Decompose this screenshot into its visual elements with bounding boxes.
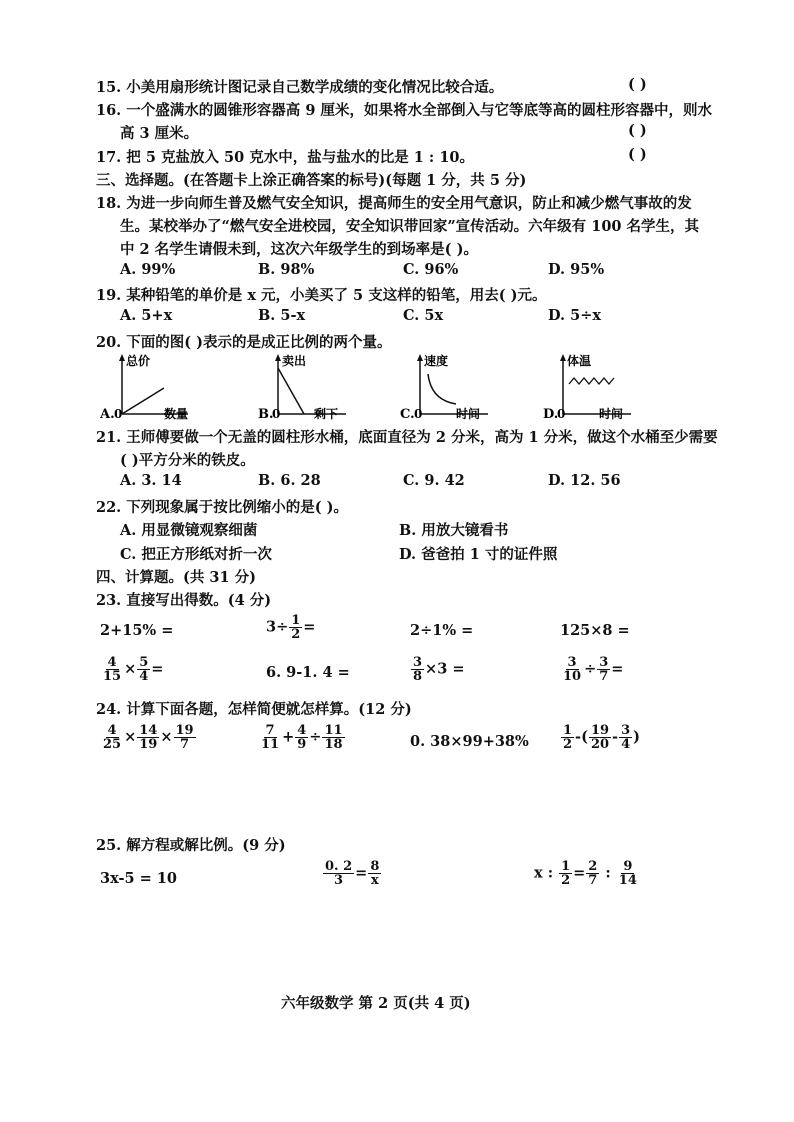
q15-text: 15. 小美用扇形统计图记录自己数学成绩的变化情况比较合适。 bbox=[96, 79, 504, 96]
q20-text: 20. 下面的图( )表示的是成正比例的两个量。 bbox=[96, 334, 392, 351]
q21-option-b: B. 6. 28 bbox=[258, 472, 321, 489]
q18-text-line2: 生。某校举办了“燃气安全进校园，安全知识带回家”宣传活动。六年级有 100 名学生，其 bbox=[120, 218, 700, 235]
q20-graph-b bbox=[258, 352, 350, 420]
q22-text: 22. 下列现象属于按比例缩小的是( )。 bbox=[96, 499, 349, 516]
q23-title: 23. 直接写出得数。(4 分) bbox=[96, 592, 272, 609]
q24-item-2: $\frac{7}{11}$ + $\frac{4}{9}$ ÷ $\frac{11}{18}$ bbox=[261, 723, 343, 752]
q22-option-c: C. 把正方形纸对折一次 bbox=[120, 546, 272, 563]
graph-a-ylabel: 总价 bbox=[126, 354, 151, 368]
q24-title: 24. 计算下面各题，怎样简便就怎样算。(12 分) bbox=[96, 701, 412, 718]
graph-a-origin: 0 bbox=[114, 407, 123, 420]
q16-text-line2: 高 3 厘米。 bbox=[120, 125, 199, 142]
q18-option-d: D. 95% bbox=[548, 261, 605, 278]
q16-answer-paren: ( ) bbox=[628, 122, 647, 139]
q22-option-b: B. 用放大镜看书 bbox=[399, 522, 509, 539]
q23-item-3: 2÷1% = bbox=[410, 622, 474, 639]
q23-item-4: 125×8 = bbox=[560, 622, 630, 639]
graph-d-ylabel: 体温 bbox=[567, 354, 592, 368]
q25-item-3: x : $\frac{1}{2}$ = $\frac{2}{7}$ : $\frac{9}{14}$ bbox=[534, 859, 637, 888]
graph-c-xlabel: 时间 bbox=[456, 407, 481, 420]
q20-graph-c bbox=[400, 352, 492, 420]
graph-c-origin: 0 bbox=[414, 407, 423, 420]
graph-c-option: C. bbox=[400, 407, 415, 420]
page-footer: 六年级数学 第 2 页(共 4 页) bbox=[281, 995, 471, 1012]
section-4-heading: 四、计算题。(共 31 分) bbox=[96, 569, 256, 586]
q21-text-line1: 21. 王师傅要做一个无盖的圆柱形水桶，底面直径为 2 分米，高为 1 分米，做这个水桶至少需要 bbox=[96, 429, 718, 446]
graph-d-option: D. bbox=[543, 407, 559, 420]
q15-answer-paren: ( ) bbox=[628, 76, 647, 93]
q21-option-a: A. 3. 14 bbox=[120, 472, 182, 489]
q25-item-1: 3x-5 = 10 bbox=[100, 870, 178, 887]
q23-item-5: $\frac{4}{15}$ × $\frac{5}{4}$ = bbox=[103, 655, 164, 684]
graph-b-ylabel: 卖出 bbox=[282, 354, 307, 368]
q25-item-2: $\frac{0. 2}{3}$ = $\frac{8}{x}$ bbox=[325, 859, 380, 888]
q20-graph-d bbox=[543, 352, 635, 420]
q20-graph-a bbox=[100, 352, 192, 420]
graph-b-xlabel: 剩下 bbox=[314, 407, 339, 420]
section-3-heading: 三、选择题。(在答题卡上涂正确答案的标号)(每题 1 分，共 5 分) bbox=[96, 172, 527, 189]
q25-title: 25. 解方程或解比例。(9 分) bbox=[96, 837, 286, 854]
q24-item-3: 0. 38×99+38% bbox=[410, 733, 529, 750]
q23-item-6: 6. 9-1. 4 = bbox=[266, 664, 350, 681]
q23-item-8: $\frac{3}{10}$ ÷ $\frac{3}{7}$ = bbox=[563, 655, 624, 684]
q18-option-a: A. 99% bbox=[120, 261, 176, 278]
q19-text: 19. 某种铅笔的单价是 x 元，小美买了 5 支这样的铅笔，用去( )元。 bbox=[96, 287, 547, 304]
graph-a-xlabel: 数量 bbox=[164, 407, 189, 420]
q23-item-7: $\frac{3}{8}$ ×3 = bbox=[413, 655, 465, 684]
q24-item-1: $\frac{4}{25}$ × $\frac{14}{19}$ × $\frac{19}{7}$ bbox=[103, 723, 194, 752]
q18-option-c: C. 96% bbox=[403, 261, 459, 278]
q22-option-a: A. 用显微镜观察细菌 bbox=[120, 522, 258, 539]
q16-text-line1: 16. 一个盛满水的圆锥形容器高 9 厘米，如果将水全部倒入与它等底等高的圆柱形容器中，则水 bbox=[96, 102, 712, 119]
graph-b-origin: 0 bbox=[272, 407, 281, 420]
q21-option-d: D. 12. 56 bbox=[548, 472, 621, 489]
q23-item-2: 3÷ $\frac{1}{2}$ = bbox=[266, 613, 316, 642]
q19-option-d: D. 5÷x bbox=[548, 307, 602, 324]
graph-d-xlabel: 时间 bbox=[599, 407, 624, 420]
q19-option-c: C. 5x bbox=[403, 307, 444, 324]
q18-text-line3: 中 2 名学生请假未到，这次六年级学生的到场率是( )。 bbox=[120, 241, 478, 258]
q22-option-d: D. 爸爸拍 1 寸的证件照 bbox=[399, 546, 558, 563]
graph-c-ylabel: 速度 bbox=[424, 354, 449, 368]
q19-option-a: A. 5+x bbox=[120, 307, 173, 324]
graph-a-option: A. bbox=[100, 407, 115, 420]
q21-text-line2: ( )平方分米的铁皮。 bbox=[120, 452, 255, 469]
q21-option-c: C. 9. 42 bbox=[403, 472, 465, 489]
q18-text-line1: 18. 为进一步向师生普及燃气安全知识，提高师生的安全用气意识，防止和减少燃气事故的发 bbox=[96, 195, 692, 212]
q18-option-b: B. 98% bbox=[258, 261, 315, 278]
q19-option-b: B. 5-x bbox=[258, 307, 306, 324]
graph-d-origin: 0 bbox=[557, 407, 566, 420]
q17-answer-paren: ( ) bbox=[628, 146, 647, 163]
q23-item-1: 2+15% = bbox=[100, 622, 174, 639]
q17-text: 17. 把 5 克盐放入 50 克水中，盐与盐水的比是 1 : 10。 bbox=[96, 149, 474, 166]
q24-item-4: $\frac{1}{2}$ -( $\frac{19}{20}$ - $\frac{3}{4}$ ) bbox=[563, 723, 640, 752]
graph-b-option: B. bbox=[258, 407, 274, 420]
